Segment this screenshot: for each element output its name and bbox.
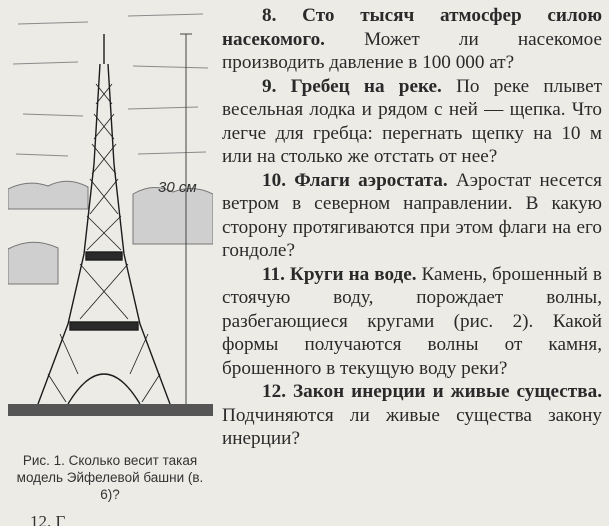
problem-title: 12. Закон инерции и живые существа. — [262, 381, 602, 402]
problem-12 — [222, 380, 602, 451]
problem-title: 8. Сто тысяч атмосфер силою насекомого. — [222, 5, 602, 50]
eiffel-tower-illustration — [8, 4, 213, 449]
problem-body: Может ли насекомое производить давление в 100 000 ат? — [222, 28, 602, 73]
problem-title: 10. Флаги аэростата. — [262, 169, 448, 191]
problem-8 — [222, 4, 602, 75]
problem-body: По реке плывет весельная лодка и рядом с ней — щепка. Что легче для гребца: перегнать щепку на 10 м или на столько же отстать от нее? — [222, 75, 602, 167]
problem-title: 11. Круги на воде. — [262, 263, 417, 285]
problem-11 — [222, 263, 602, 381]
problem-9 — [222, 75, 602, 169]
cut-off-text: 12. Г — [30, 512, 66, 526]
problem-body: Подчиняются ли живые существа закону инерции? — [222, 404, 602, 449]
problems-column — [222, 4, 602, 451]
problem-body: Аэростат несется ветром в северном направлении. В какую сторону протягиваются при этом флаги на его гондоле? — [222, 169, 602, 261]
figure-caption: Рис. 1. Сколько весит такая модель Эйфелевой башни (в. 6)? — [16, 453, 204, 502]
problem-body: Камень, брошенный в стоячую воду, порождает волны, разбегающиеся кругами (рис. 2). Какой формы получаются волны от камня, брошенного в текущую воду реки? — [222, 263, 602, 379]
eiffel-tower-figure — [8, 4, 213, 449]
problem-10 — [222, 169, 602, 263]
problem-title: 9. Гребец на реке. — [262, 75, 442, 97]
dimension-label: 30 см — [158, 179, 197, 196]
